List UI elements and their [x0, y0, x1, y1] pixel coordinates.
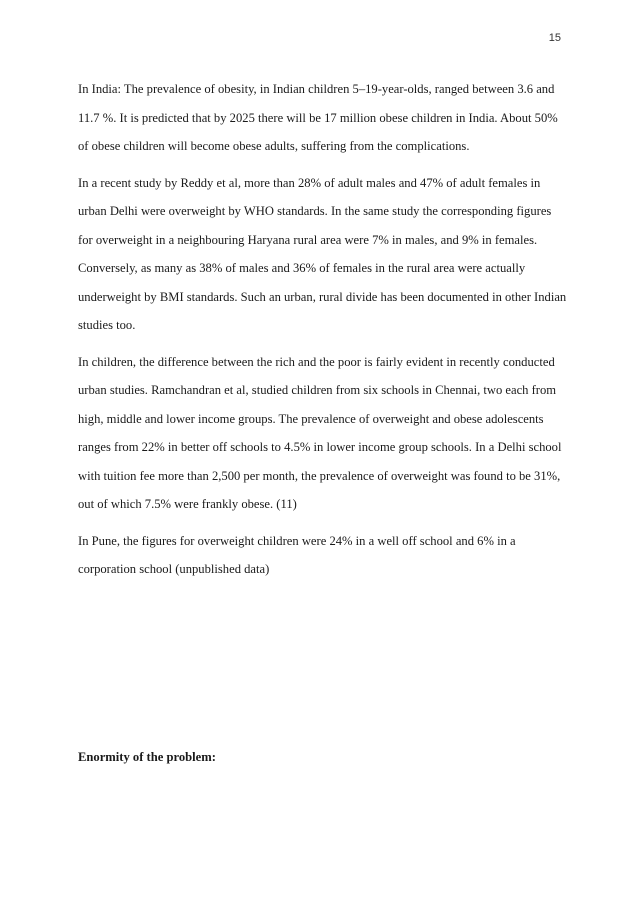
page-number: 15	[548, 32, 561, 44]
paragraph-pune-figures: In Pune, the figures for overweight children were 24% in a well off school and 6% in a corporation school (unpublished data)	[78, 533, 516, 576]
paragraph-children-rich-poor: In children, the difference between the rich and the poor is fairly evident in recently conducted urban studies. Ramchandran et al, studied children from six schools in Chennai, two each from high, middle and lower income groups. The prevalence of overweight and obese adolescents ranges from 22% in better off schools to 4.5% in lower income group schools. In a Delhi school with tuition fee more than 2,500 per month, the prevalence of overweight was found to be 31%, out of which 7.5% were frankly obese. (11)	[78, 354, 562, 511]
paragraph-reddy-study: In a recent study by Reddy et al, more than 28% of adult males and 47% of adult females in urban Delhi were overweight by WHO standards. In the same study the corresponding figures for overweight in a neighbouring Haryana rural area were 7% in males, and 9% in females. Conversely, as many as 38% of males and 36% of females in the rural area were actually underweight by BMI standards. Such an urban, rural divide has been documented in other Indian studies too.	[78, 175, 567, 332]
section-heading: Enormity of the problem:	[78, 750, 216, 764]
paragraph-india-prevalence: In India: The prevalence of obesity, in Indian children 5–19-year-olds, ranged between 3.6 and 11.7 %. It is predicted that by 2025 there will be 17 million obese children in India. About 50% of obese children will become obese adults, suffering from the complications.	[78, 82, 558, 153]
body-text	[78, 75, 568, 592]
